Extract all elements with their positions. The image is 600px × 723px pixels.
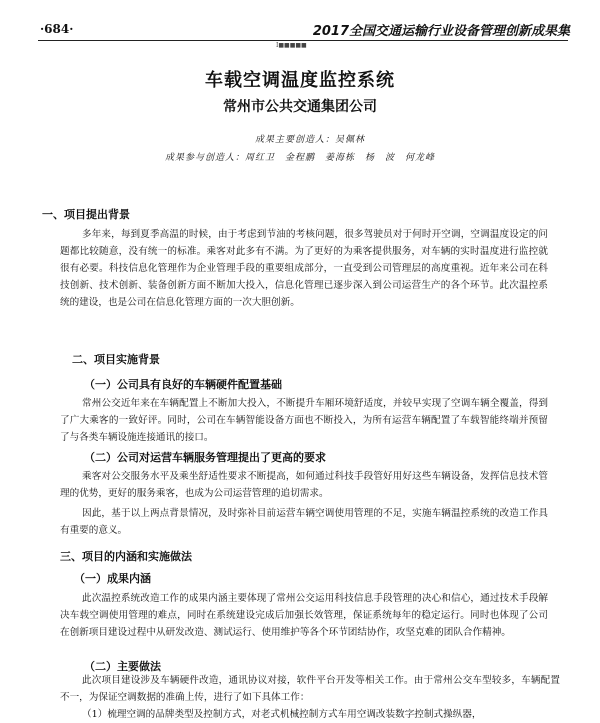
section-3-2-item-1: （1）梳理空调的品牌类型及控制方式，对老式机械控制方式车用空调改装数字控制式操纵器，	[82, 709, 482, 720]
organization-name: 常州市公共交通集团公司	[223, 99, 377, 115]
section-1-heading: 一、项目提出背景	[42, 208, 130, 221]
section-2-heading: 二、项目实施背景	[72, 353, 160, 366]
main-creator: 成果主要创造人：吴佩林	[254, 135, 365, 145]
page-header	[0, 0, 600, 49]
book-title: 2017全国交通运输行业设备管理创新成果集	[312, 24, 570, 39]
section-3-1-paragraph: 此次温控系统改造工作的成果内涵主要体现了常州公交运用科技信息手段管理的决心和信心，通过技术手段解决车载空调使用管理的难点，同时在系统建设完成后加强长效管理，保证系统每年的稳定运行。同时也体现了公司在创新项目建设过程中从研发改造、测试运行、使用维护等各个环节团结协作，攻坚克难的团队合作精神。	[60, 593, 548, 638]
section-3-2-heading: （二）主要做法	[84, 660, 161, 673]
section-1-paragraph: 多年来，每到夏季高温的时候，由于考虑到节油的考核问题，很多驾驶员对于何时开空调，空调温度设定的问题都比较随意，没有统一的标准。乘客对此多有不满。为了更好的为乘客提供服务，对车辆的实时温度进行监控就很有必要。科技信息化管理作为企业管理手段的重要组成部分，一直受到公司管理层的高度重视。近年来公司在科技创新、技术创新、装备创新方面不断加大投入，信息化管理已逐步深入到公司运营生产的各个环节。此次温控系统的建设，也是公司在信息化管理方面的一次大胆创新。	[60, 229, 548, 308]
page-number: ·684·	[40, 22, 74, 36]
section-2-2-paragraph-1: 乘客对公交服务水平及乘坐舒适性要求不断提高，如何通过科技手段管好用好这些车辆设备，发挥信息技术管理的优势，更好的服务乘客，也成为公司运营管理的追切需求。	[60, 471, 548, 499]
section-3-2-paragraph: 此次项目建设涉及车辆硬件改造，通讯协议对接，软件平台开发等相关工作。由于常州公交车型较多，车辆配置不一，为保证空调数据的准确上传，进行了如下具体工作：	[60, 675, 560, 703]
section-2-1-heading: （一）公司具有良好的车辆硬件配置基础	[84, 378, 282, 391]
section-3-heading: 三、项目的内涵和实施做法	[60, 550, 192, 563]
section-3-1-heading: （一）成果内涵	[74, 572, 151, 585]
section-2-1-paragraph: 常州公交近年来在车辆配置上不断加大投入，不断提升车厢环境舒适度，并较早实现了空调车辆全覆盖，得到了广大乘客的一致好评。同时，公司在车辆智能设备方面也不断投入，为所有运营车辆配置了车载智能终端并预留了与各类车辆设施连接通讯的接口。	[60, 398, 548, 443]
header-logo: Ⅰ■■■■■	[276, 42, 307, 49]
participants: 成果参与创造人：周红卫 金程鹏 姜海栋 杨 波 何龙峰	[164, 153, 435, 163]
section-2-2-heading: （二）公司对运营车辆服务管理提出了更高的要求	[84, 451, 326, 464]
header-rule	[38, 40, 568, 41]
article-title: 车载空调温度监控系统	[205, 70, 395, 91]
section-2-2-paragraph-2: 因此，基于以上两点背景情况，及时弥补目前运营车辆空调使用管理的不足，实施车辆温控系统的改造工作具有重要的意义。	[60, 508, 548, 536]
